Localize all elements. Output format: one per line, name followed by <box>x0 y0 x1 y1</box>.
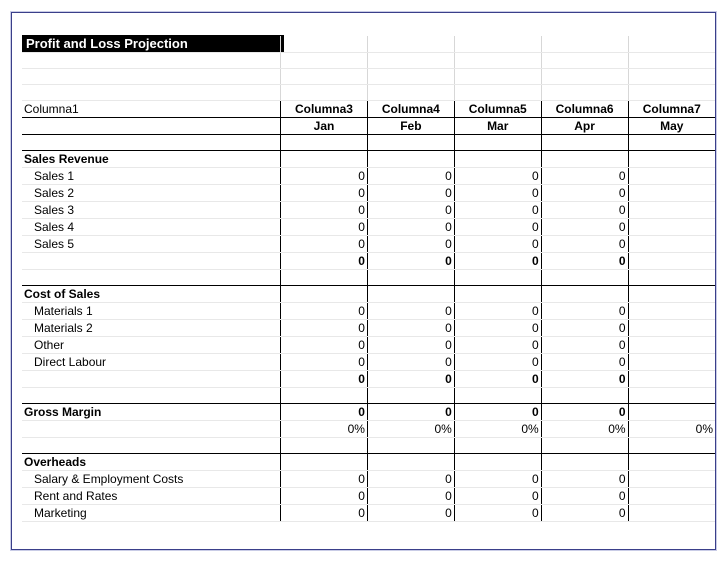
empty-cell[interactable] <box>541 68 628 84</box>
value-cell[interactable]: 0 <box>367 167 454 184</box>
value-cell[interactable] <box>628 184 715 201</box>
value-cell[interactable]: 0 <box>281 403 368 420</box>
value-cell[interactable]: 0 <box>541 403 628 420</box>
empty-cell[interactable] <box>454 453 541 470</box>
value-cell[interactable]: 0 <box>367 504 454 521</box>
empty-cell[interactable] <box>628 68 715 84</box>
sales-row <box>22 184 715 201</box>
empty-cell[interactable] <box>454 269 541 285</box>
empty-cell[interactable] <box>454 52 541 68</box>
cost-row <box>22 302 715 319</box>
empty-cell[interactable] <box>367 52 454 68</box>
month-header[interactable]: Apr <box>541 117 628 134</box>
row-label[interactable]: Marketing <box>22 504 281 521</box>
value-cell[interactable]: 0 <box>367 235 454 252</box>
value-cell[interactable]: 0 <box>367 403 454 420</box>
value-cell[interactable]: 0 <box>454 319 541 336</box>
row-label[interactable] <box>22 370 281 387</box>
value-cell[interactable] <box>628 235 715 252</box>
spacer-row <box>22 84 715 100</box>
empty-cell[interactable] <box>628 150 715 167</box>
value-cell[interactable]: 0 <box>454 336 541 353</box>
spreadsheet-frame <box>11 12 716 550</box>
column-header[interactable]: Columna3 <box>281 100 368 117</box>
column-header[interactable]: Columna1 <box>22 100 281 117</box>
empty-cell[interactable] <box>541 285 628 302</box>
cost-total-row <box>22 370 715 387</box>
month-header[interactable]: May <box>628 117 715 134</box>
column-header[interactable]: Columna4 <box>367 100 454 117</box>
value-cell[interactable]: 0 <box>541 504 628 521</box>
sheet-title: Profit and Loss Projection <box>22 35 284 53</box>
empty-cell[interactable] <box>281 453 368 470</box>
value-cell[interactable]: 0 <box>454 167 541 184</box>
empty-cell[interactable] <box>541 134 628 150</box>
value-cell[interactable]: 0 <box>541 167 628 184</box>
empty-cell[interactable] <box>367 453 454 470</box>
row-label[interactable]: Direct Labour <box>22 353 281 370</box>
value-cell[interactable] <box>628 252 715 269</box>
section-heading[interactable]: Overheads <box>22 453 281 470</box>
value-cell[interactable]: 0 <box>541 218 628 235</box>
value-cell[interactable]: 0 <box>541 252 628 269</box>
empty-cell[interactable] <box>628 84 715 100</box>
value-cell[interactable] <box>628 336 715 353</box>
column-header[interactable]: Columna7 <box>628 100 715 117</box>
sales-row <box>22 218 715 235</box>
empty-cell[interactable] <box>454 84 541 100</box>
value-cell[interactable]: 0 <box>367 487 454 504</box>
row-label[interactable]: Sales 2 <box>22 184 281 201</box>
value-cell[interactable] <box>628 370 715 387</box>
gross-percent-row <box>22 420 715 437</box>
value-cell[interactable] <box>628 167 715 184</box>
value-cell[interactable]: 0 <box>541 201 628 218</box>
empty-cell[interactable] <box>367 285 454 302</box>
empty-cell[interactable] <box>367 68 454 84</box>
value-cell[interactable] <box>628 353 715 370</box>
value-cell[interactable]: 0 <box>454 252 541 269</box>
empty-cell[interactable] <box>628 387 715 403</box>
empty-cell[interactable] <box>367 84 454 100</box>
empty-cell[interactable] <box>541 387 628 403</box>
empty-cell[interactable] <box>367 269 454 285</box>
empty-cell[interactable] <box>22 269 281 285</box>
row-label[interactable]: Materials 1 <box>22 302 281 319</box>
value-cell[interactable]: 0 <box>281 353 368 370</box>
section-heading[interactable]: Cost of Sales <box>22 285 281 302</box>
overhead-row <box>22 487 715 504</box>
value-cell[interactable]: 0 <box>454 370 541 387</box>
value-cell[interactable]: 0 <box>367 336 454 353</box>
value-cell[interactable]: 0 <box>454 302 541 319</box>
empty-cell[interactable] <box>22 387 281 403</box>
value-cell[interactable]: 0 <box>541 302 628 319</box>
value-cell[interactable] <box>628 504 715 521</box>
value-cell[interactable]: 0 <box>454 235 541 252</box>
empty-cell[interactable] <box>541 269 628 285</box>
value-cell[interactable]: 0% <box>541 420 628 437</box>
value-cell[interactable]: 0 <box>367 470 454 487</box>
empty-cell[interactable] <box>22 134 281 150</box>
value-cell[interactable]: 0 <box>454 470 541 487</box>
value-cell[interactable]: 0 <box>541 319 628 336</box>
value-cell[interactable]: 0 <box>454 353 541 370</box>
value-cell[interactable]: 0 <box>454 201 541 218</box>
empty-cell[interactable] <box>281 68 368 84</box>
sales-row <box>22 235 715 252</box>
row-label[interactable] <box>22 252 281 269</box>
gross-margin-row <box>22 403 715 420</box>
sales-row <box>22 167 715 184</box>
value-cell[interactable]: 0 <box>541 470 628 487</box>
value-cell[interactable]: 0 <box>541 336 628 353</box>
value-cell[interactable]: 0% <box>628 420 715 437</box>
value-cell[interactable]: 0 <box>281 336 368 353</box>
value-cell[interactable]: 0 <box>541 235 628 252</box>
value-cell[interactable]: 0 <box>281 252 368 269</box>
empty-cell[interactable] <box>367 134 454 150</box>
empty-cell[interactable] <box>22 36 281 52</box>
empty-cell[interactable] <box>281 52 368 68</box>
empty-cell[interactable] <box>628 36 715 52</box>
spacer-row <box>22 134 715 150</box>
empty-cell[interactable] <box>541 453 628 470</box>
sales-row <box>22 201 715 218</box>
empty-cell[interactable] <box>281 437 368 453</box>
row-label[interactable]: Gross Margin <box>22 403 281 420</box>
empty-cell[interactable] <box>454 134 541 150</box>
empty-cell[interactable] <box>454 437 541 453</box>
empty-cell[interactable] <box>281 387 368 403</box>
value-cell[interactable] <box>628 201 715 218</box>
month-header[interactable]: Jan <box>281 117 368 134</box>
header-row <box>22 100 715 117</box>
row-label[interactable]: Materials 2 <box>22 319 281 336</box>
value-cell[interactable]: 0 <box>454 487 541 504</box>
empty-cell[interactable] <box>454 387 541 403</box>
value-cell[interactable]: 0 <box>367 184 454 201</box>
value-cell[interactable] <box>628 302 715 319</box>
value-cell[interactable]: 0 <box>281 201 368 218</box>
empty-cell[interactable] <box>281 150 368 167</box>
empty-cell[interactable] <box>281 134 368 150</box>
value-cell[interactable]: 0% <box>454 420 541 437</box>
value-cell[interactable] <box>628 319 715 336</box>
value-cell[interactable]: 0% <box>367 420 454 437</box>
value-cell[interactable]: 0 <box>541 370 628 387</box>
spacer-row <box>22 52 715 68</box>
value-cell[interactable]: 0 <box>367 201 454 218</box>
value-cell[interactable]: 0% <box>281 420 368 437</box>
value-cell[interactable]: 0 <box>367 302 454 319</box>
title-row <box>22 36 715 52</box>
column-header[interactable]: Columna5 <box>454 100 541 117</box>
overhead-row <box>22 470 715 487</box>
value-cell[interactable]: 0 <box>281 235 368 252</box>
empty-cell[interactable] <box>541 52 628 68</box>
value-cell[interactable]: 0 <box>367 353 454 370</box>
empty-cell[interactable] <box>541 36 628 52</box>
row-label[interactable]: Sales 3 <box>22 201 281 218</box>
empty-cell[interactable] <box>281 285 368 302</box>
empty-cell[interactable] <box>22 117 281 134</box>
section-heading[interactable]: Sales Revenue <box>22 150 281 167</box>
month-header[interactable]: Mar <box>454 117 541 134</box>
spacer-row <box>22 269 715 285</box>
value-cell[interactable]: 0 <box>541 184 628 201</box>
row-label[interactable]: Rent and Rates <box>22 487 281 504</box>
pl-table <box>22 36 715 522</box>
empty-cell[interactable] <box>628 52 715 68</box>
value-cell[interactable]: 0 <box>454 184 541 201</box>
spacer-row <box>22 437 715 453</box>
empty-cell[interactable] <box>281 84 368 100</box>
value-cell[interactable]: 0 <box>281 184 368 201</box>
spacer-row <box>22 68 715 84</box>
cost-row <box>22 353 715 370</box>
value-cell[interactable]: 0 <box>281 167 368 184</box>
value-cell[interactable] <box>628 487 715 504</box>
empty-cell[interactable] <box>628 285 715 302</box>
value-cell[interactable] <box>628 470 715 487</box>
row-label[interactable]: Sales 5 <box>22 235 281 252</box>
value-cell[interactable]: 0 <box>281 218 368 235</box>
overheads-heading-row <box>22 453 715 470</box>
empty-cell[interactable] <box>22 84 281 100</box>
empty-cell[interactable] <box>628 453 715 470</box>
row-label[interactable]: Sales 1 <box>22 167 281 184</box>
value-cell[interactable]: 0 <box>281 302 368 319</box>
value-cell[interactable]: 0 <box>541 487 628 504</box>
month-header[interactable]: Feb <box>367 117 454 134</box>
empty-cell[interactable] <box>22 437 281 453</box>
empty-cell[interactable] <box>281 269 368 285</box>
empty-cell[interactable] <box>454 36 541 52</box>
row-label[interactable]: Sales 4 <box>22 218 281 235</box>
row-label[interactable] <box>22 420 281 437</box>
overhead-row <box>22 504 715 521</box>
value-cell[interactable]: 0 <box>454 403 541 420</box>
empty-cell[interactable] <box>454 150 541 167</box>
empty-cell[interactable] <box>628 134 715 150</box>
value-cell[interactable]: 0 <box>281 504 368 521</box>
value-cell[interactable]: 0 <box>281 487 368 504</box>
empty-cell[interactable] <box>541 84 628 100</box>
empty-cell[interactable] <box>541 437 628 453</box>
empty-cell[interactable] <box>22 52 281 68</box>
cost-row <box>22 319 715 336</box>
value-cell[interactable]: 0 <box>454 218 541 235</box>
row-label[interactable]: Salary & Employment Costs <box>22 470 281 487</box>
empty-cell[interactable] <box>367 150 454 167</box>
sales-total-row <box>22 252 715 269</box>
value-cell[interactable]: 0 <box>281 470 368 487</box>
column-header[interactable]: Columna6 <box>541 100 628 117</box>
month-row <box>22 117 715 134</box>
value-cell[interactable] <box>628 403 715 420</box>
empty-cell[interactable] <box>454 68 541 84</box>
empty-cell[interactable] <box>367 36 454 52</box>
empty-cell[interactable] <box>454 285 541 302</box>
empty-cell[interactable] <box>22 68 281 84</box>
empty-cell[interactable] <box>367 387 454 403</box>
spacer-row <box>22 387 715 403</box>
row-label[interactable]: Other <box>22 336 281 353</box>
empty-cell[interactable] <box>367 437 454 453</box>
value-cell[interactable]: 0 <box>367 370 454 387</box>
value-cell[interactable]: 0 <box>281 319 368 336</box>
cost-row <box>22 336 715 353</box>
empty-cell[interactable] <box>628 269 715 285</box>
cost-heading-row <box>22 285 715 302</box>
sales-heading-row <box>22 150 715 167</box>
spreadsheet <box>22 36 715 522</box>
value-cell[interactable] <box>628 218 715 235</box>
empty-cell[interactable] <box>541 150 628 167</box>
value-cell[interactable]: 0 <box>367 218 454 235</box>
value-cell[interactable]: 0 <box>281 370 368 387</box>
empty-cell[interactable] <box>628 437 715 453</box>
value-cell[interactable]: 0 <box>541 353 628 370</box>
value-cell[interactable]: 0 <box>367 319 454 336</box>
value-cell[interactable]: 0 <box>367 252 454 269</box>
empty-cell[interactable] <box>281 36 368 52</box>
value-cell[interactable]: 0 <box>454 504 541 521</box>
